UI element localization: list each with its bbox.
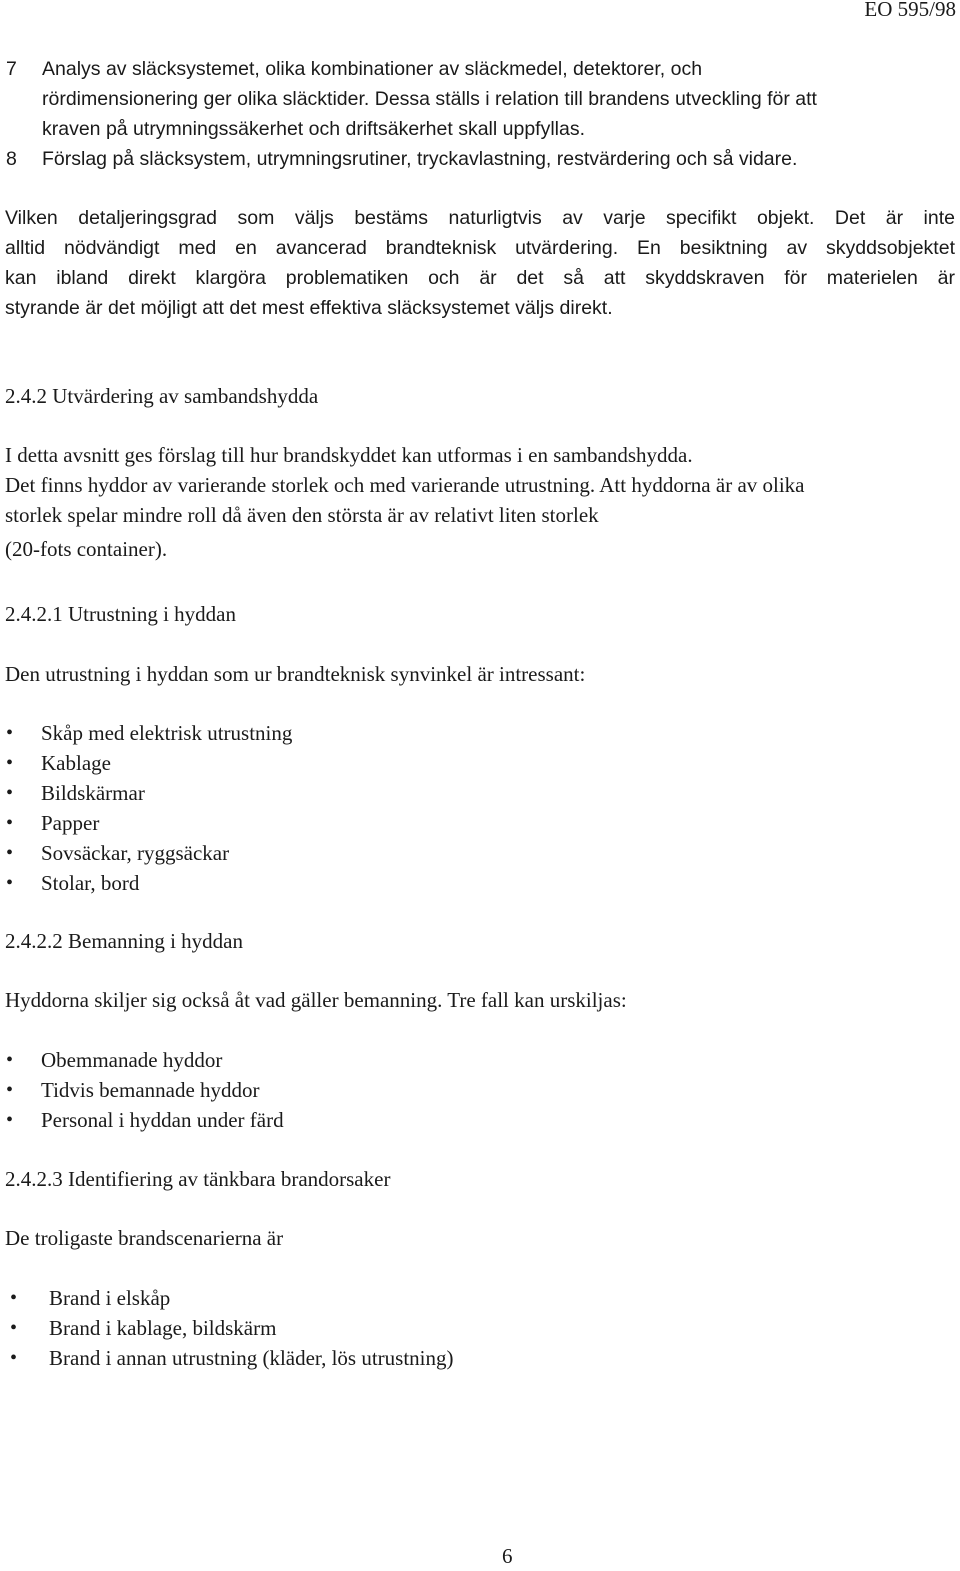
section-heading-2-4-2-1: 2.4.2.1 Utrustning i hyddan [5,602,236,626]
item-7-line-2: rördimensionering ger olika släcktider. Dessa ställs i relation till brandens utveckling för att [42,88,817,110]
intro-line-2: alltid nödvändigt med en avancerad brandteknisk utvärdering. En besiktning av skyddsobjektet [5,237,955,259]
bullet: • [6,752,14,774]
item-7-line-3: kraven på utrymningssäkerhet och driftsäkerhet skall uppfyllas. [42,118,586,140]
bullet: • [10,1347,18,1369]
bullet: • [10,1287,18,1309]
list-item: Sovsäckar, ryggsäckar [41,841,230,865]
section-heading-2-4-2-2: 2.4.2.2 Bemanning i hyddan [5,929,243,953]
bullet: • [6,782,14,804]
bullet: • [6,872,14,894]
item-number-7: 7 [6,58,17,80]
section-heading-2-4-2-3: 2.4.2.3 Identifiering av tänkbara brandorsaker [5,1167,391,1191]
section-2-4-2-line-4: (20-fots container). [5,537,168,561]
bullet: • [6,722,14,744]
intro-line-1: Vilken detaljeringsgrad som väljs bestäms naturligtvis av varje specifikt objekt. Det är inte [5,207,955,229]
list-item: Brand i kablage, bildskärm [49,1316,277,1340]
intro-line-3: kan ibland direkt klargöra problematiken och är det så att skyddskraven för materielen är [5,267,955,289]
item-7-line-1: Analys av släcksystemet, olika kombinationer av släckmedel, detektorer, och [42,58,703,80]
bullet: • [6,812,14,834]
page-number: 6 [502,1544,513,1568]
list-item: Tidvis bemannade hyddor [41,1078,260,1102]
item-number-8: 8 [6,148,17,170]
bullet: • [6,1079,14,1101]
bullet: • [10,1317,18,1339]
section-2-4-2-1-intro: Den utrustning i hyddan som ur brandteknisk synvinkel är intressant: [5,662,586,686]
list-item: Obemmanade hyddor [41,1048,223,1072]
bullet: • [6,1049,14,1071]
section-2-4-2-line-3: storlek spelar mindre roll då även den största är av relativt liten storlek [5,503,599,527]
item-8-line-1: Förslag på släcksystem, utrymningsrutiner, tryckavlastning, restvärdering och så vidare. [42,148,798,170]
section-2-4-2-line-2: Det finns hyddor av varierande storlek och med varierande utrustning. Att hyddorna är av olika [5,473,805,497]
list-item: Skåp med elektrisk utrustning [41,721,293,745]
document-id: EO 595/98 [864,0,956,21]
section-2-4-2-line-1: I detta avsnitt ges förslag till hur brandskyddet kan utformas i en sambandshydda. [5,443,693,467]
list-item: Bildskärmar [41,781,145,805]
section-2-4-2-2-intro: Hyddorna skiljer sig också åt vad gäller bemanning. Tre fall kan urskiljas: [5,988,627,1012]
list-item: Brand i annan utrustning (kläder, lös utrustning) [49,1346,454,1370]
list-item: Kablage [41,751,111,775]
list-item: Personal i hyddan under färd [41,1108,284,1132]
list-item: Papper [41,811,100,835]
section-heading-2-4-2: 2.4.2 Utvärdering av sambandshydda [5,384,319,408]
bullet: • [6,842,14,864]
intro-line-4: styrande är det möjligt att det mest effektiva släcksystemet väljs direkt. [5,297,613,319]
section-2-4-2-3-intro: De troligaste brandscenarierna är [5,1226,284,1250]
list-item: Brand i elskåp [49,1286,171,1310]
bullet: • [6,1109,14,1131]
list-item: Stolar, bord [41,871,140,895]
